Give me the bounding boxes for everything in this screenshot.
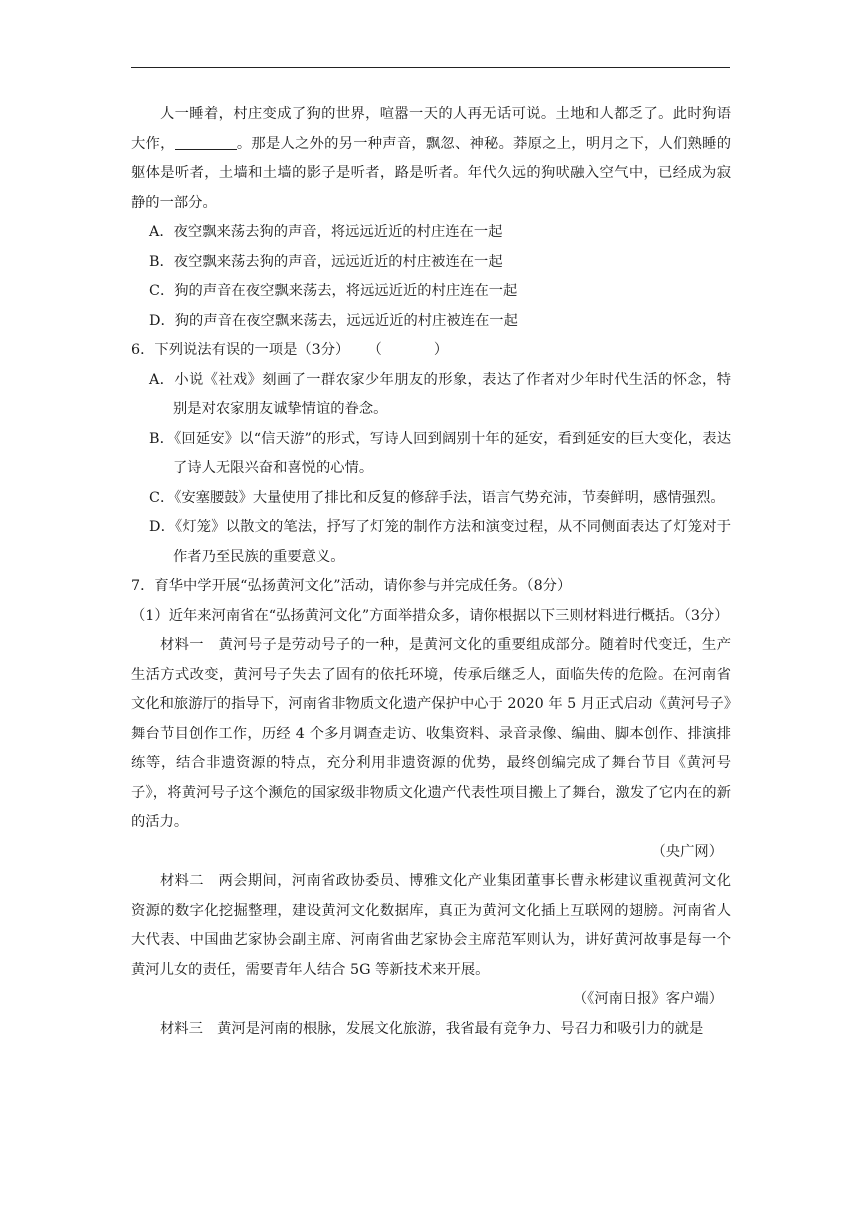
fill-blank[interactable] [175,135,237,150]
q5-option-b: B．夜空飘来荡去狗的声音，远远近近的村庄被连在一起 [149,253,503,270]
material-1: 材料一 黄河号子是劳动号子的一种，是黄河文化的重要组成部分。随着时代变迁，生产生活方式改变，黄河号子失去了固有的依托环境，传承后继乏人，面临失传的危险。在河南省文化和旅游厅的指导下，河南省非物质文化遗产保护中心于 2020 年 5 月正式启动《黄河号子》舞台节目创作工作，历经 4 个多月调查走访、收集资料、录音录像、编曲、脚本创作、排演排练等，结合非遗资源的特点，充分利用非遗资源的优势，最终创编完成了舞台节目《黄河号子》，将黄河号子这个濒危的国家级非物质文化遗产代表性项目搬上了舞台，激发了它内在的新的活力。 [131,637,731,830]
header-rule [131,67,730,68]
passage-text-1: 人一睡着，村庄变成了狗的世界，喧嚣一天的人再无话可说。土地和人都乏了。此时狗语大作， [131,106,731,152]
answer-paren-close: ） [433,342,449,358]
q6-stem [131,336,731,366]
passage-text-2: 。那是人之外的另一种声音，飘忽、神秘。莽原之上，明月之下，人们熟睡的躯体是听者，土墙和土墙的影子是听者，路是听者。年代久远的狗吠融入空气中，已经成为寂静的一部分。 [131,135,731,211]
q6-option-b: B．《回延安》以“信天游”的形式，写诗人回到阔别十年的延安，看到延安的巨大变化，表达了诗人无限兴奋和喜悦的心情。 [149,430,731,476]
material-2-source: （《河南日报》客户端） [572,991,723,1007]
q6-option-c: C．《安塞腰鼓》大量使用了排比和反复的修辞手法，语言气势充沛，节奏鲜明，感情强烈。 [149,489,725,506]
q6-option-d: D．《灯笼》以散文的笔法，抒写了灯笼的制作方法和演变过程，从不同侧面表达了灯笼对于作者乃至民族的重要意义。 [149,519,731,565]
material-3: 材料三 黄河是河南的根脉，发展文化旅游，我省最有竞争力、号召力和吸引力的就是 [160,1020,704,1037]
q5-option-c: C．狗的声音在夜空飘来荡去，将远远近近的村庄连在一起 [149,283,518,299]
exam-page-content [131,100,731,1044]
material-1-source: （央广网） [651,843,723,860]
q5-option-d: D．狗的声音在夜空飘来荡去，远远近近的村庄被连在一起 [149,312,518,329]
material-2: 材料二 两会期间，河南省政协委员、博雅文化产业集团董事长曹永彬建议重视黄河文化资源的数字化挖掘整理，建设黄河文化数据库，真正为黄河文化插上互联网的翅膀。河南省人大代表、中国曲艺家协会副主席、河南省曲艺家协会主席范军则认为，讲好黄河故事是每一个黄河儿女的责任，需要青年人结合 5G 等新技术来开展。 [131,873,731,978]
q6-option-a: A．小说《社戏》刻画了一群农家少年朋友的形象，表达了作者对少年时代生活的怀念，特别是对农家朋友诚挚情谊的眷念。 [149,371,731,417]
q7-stem: 7．育华中学开展“弘扬黄河文化”活动，请你参与并完成任务。（8分） [131,578,572,594]
q7-sub1: （1）近年来河南省在“弘扬黄河文化”方面举措众多，请你根据以下三则材料进行概括。（3分） [131,607,729,624]
answer-paren-open: （ [367,342,382,358]
q5-option-a: A．夜空飘来荡去狗的声音，将远远近近的村庄连在一起 [149,224,503,240]
q6-stem-text: 6．下列说法有误的一项是（3分） [131,342,350,358]
passage-paragraph [131,100,731,218]
